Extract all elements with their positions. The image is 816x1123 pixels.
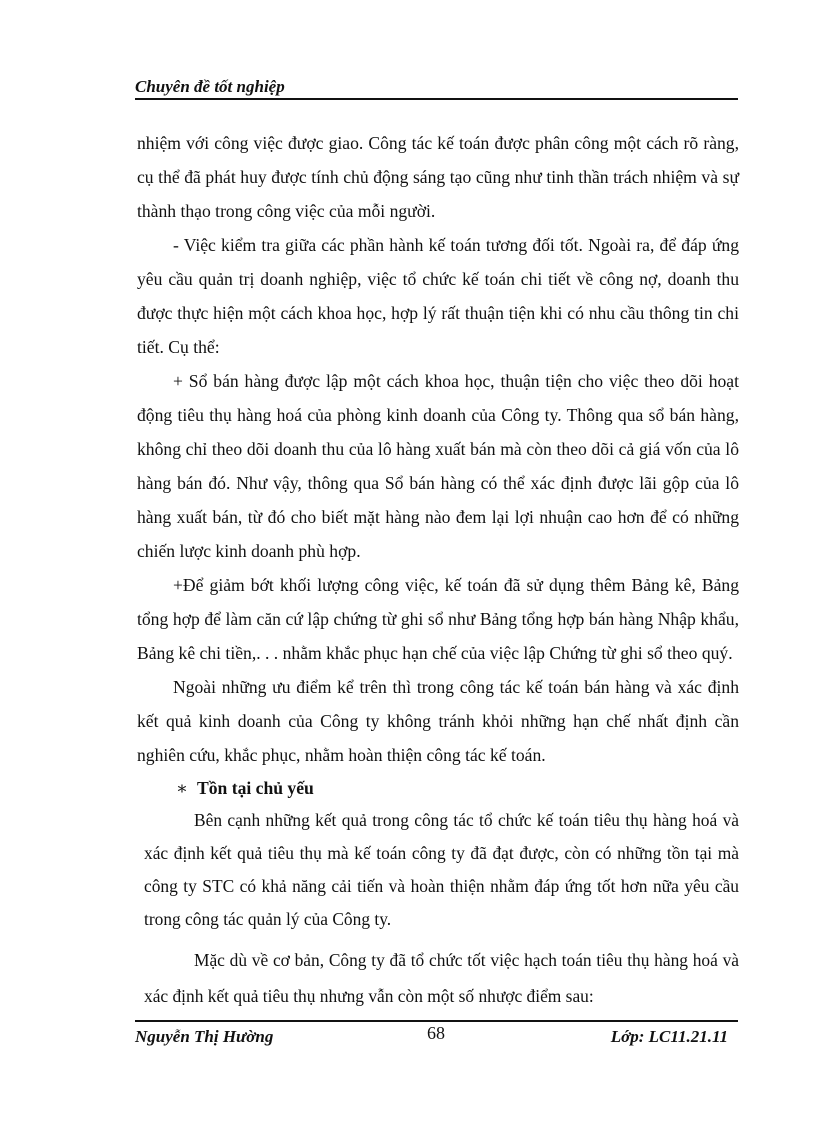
paragraph-2: - Việc kiểm tra giữa các phần hành kế toán tương đối tốt. Ngoài ra, để đáp ứng yêu cầu quản trị doanh nghiệp, việc tổ chức kế toán chi tiết về công nợ, doanh thu được thực hiện một cách khoa học, hợp lý rất thuận tiện khi có nhu cầu thông tin chi tiết. Cụ thể:: [137, 235, 739, 357]
page-header: [135, 76, 738, 100]
paragraph-3: + Sổ bán hàng được lập một cách khoa học, thuận tiện cho việc theo dõi hoạt động tiêu thụ hàng hoá của phòng kinh doanh của Công ty. Thông qua sổ bán hàng, không chỉ theo dõi doanh thu của lô hàng xuất bán mà còn theo dõi cả giá vốn của lô hàng bán đó. Như vậy, thông qua Sổ bán hàng có thể xác định được lãi gộp của lô hàng xuất bán, từ đó cho biết mặt hàng nào đem lại lợi nhuận cao hơn để có những chiến lược kinh doanh phù hợp.: [137, 371, 739, 561]
header-rule: [135, 98, 738, 100]
footer-class-code: Lớp: LC11.21.11: [610, 1027, 728, 1046]
paragraph-7: Mặc dù về cơ bản, Công ty đã tổ chức tốt việc hạch toán tiêu thụ hàng hoá và xác định kết quả tiêu thụ nhưng vẫn còn một số nhược điểm sau:: [144, 950, 739, 1006]
page-number: 68: [427, 1023, 445, 1043]
header-title: Chuyên đề tốt nghiệp: [135, 77, 285, 96]
document-body: [137, 126, 739, 1014]
section-heading-text: Tồn tại chủ yếu: [197, 778, 314, 798]
paragraph-4: +Để giảm bớt khối lượng công việc, kế toán đã sử dụng thêm Bảng kê, Bảng tổng hợp để làm căn cứ lập chứng từ ghi sổ như Bảng tổng hợp bán hàng Nhập khẩu, Bảng kê chi tiền,. . . nhằm khắc phục hạn chế của việc lập Chứng từ ghi sổ theo quý.: [137, 575, 739, 663]
sub-block: [137, 804, 739, 1014]
bullet-asterisk-icon: ∗: [176, 778, 188, 798]
paragraph-5: Ngoài những ưu điểm kể trên thì trong công tác kế toán bán hàng và xác định kết quả kinh doanh của Công ty không tránh khỏi những hạn chế nhất định cần nghiên cứu, khắc phục, nhằm hoàn thiện công tác kế toán.: [137, 677, 739, 765]
footer-author: Nguyễn Thị Hường: [135, 1027, 274, 1046]
paragraph-1: nhiệm với công việc được giao. Công tác kế toán được phân công một cách rõ ràng, cụ thể đã phát huy được tính chủ động sáng tạo cũng như tinh thần trách nhiệm và sự thành thạo trong công việc của mỗi người.: [137, 133, 739, 221]
paragraph-6: Bên cạnh những kết quả trong công tác tổ chức kế toán tiêu thụ hàng hoá và xác định kết quả tiêu thụ mà kế toán công ty đã đạt được, còn có những tồn tại mà công ty STC có khả năng cải tiến và hoàn thiện nhằm đáp ứng tốt hơn nữa yêu cầu trong công tác quản lý của Công ty.: [144, 810, 739, 929]
page-footer: [135, 1020, 738, 1052]
section-heading: [137, 772, 739, 804]
